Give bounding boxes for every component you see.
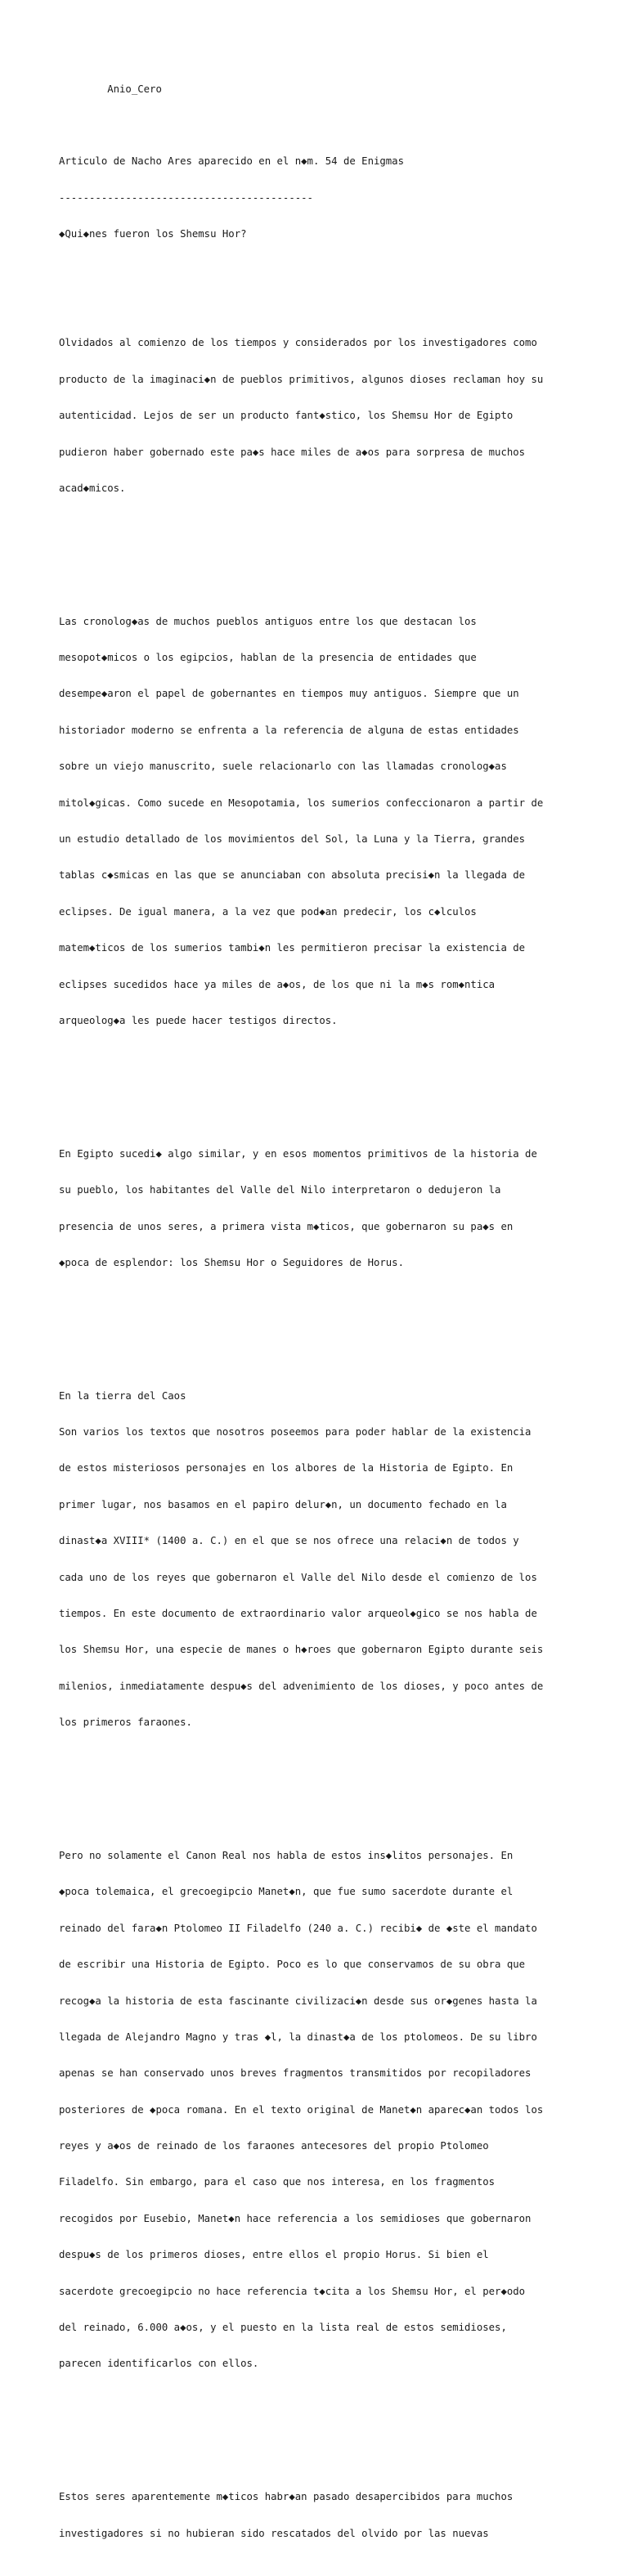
blank-line [59, 119, 566, 132]
text-line: mitol◆gicas. Como sucede en Mesopotamia, los sumerios confeccionaron a partir de [59, 797, 544, 809]
text-line: producto de la imaginaci◆n de pueblos primitivos, algunos dioses reclaman hoy su [59, 373, 544, 385]
text-line: mesopot◆micos o los egipcios, hablan de la presencia de entidades que [59, 652, 477, 664]
paragraph-4 [59, 1366, 566, 1753]
text-line: acad◆micos. [59, 482, 126, 494]
separator-rule: ------------------------------------------ [59, 191, 313, 204]
text-line: apenas se han conservado unos breves fragmentos transmitidos por recopiladores [59, 2067, 532, 2080]
text-line: En Egipto sucedi◆ algo similar, y en esos momentos primitivos de la historia de [59, 1147, 537, 1160]
text-line: reyes y a◆os de reinado de los faraones antecesores del propio Ptolomeo [59, 2140, 489, 2152]
text-line: despu◆s de los primeros dioses, entre ellos el propio Horus. Si bien el [59, 2249, 489, 2261]
blank-line [59, 1075, 566, 1088]
text-line: ◆poca de esplendor: los Shemsu Hor o Seguidores de Horus. [59, 1256, 404, 1268]
text-line: los Shemsu Hor, una especie de manes o h◆roes que gobernaron Egipto durante seis [59, 1644, 544, 1656]
text-line: Filadelfo. Sin embargo, para el caso que nos interesa, en los fragmentos [59, 2176, 496, 2188]
text-line: Pero no solamente el Canon Real nos habla de estos ins◆litos personajes. En [59, 1849, 514, 1861]
text-line: recog◆a la historia de esta fascinante civilizaci◆n desde sus or◆genes hasta la [59, 1995, 537, 2007]
text-line: su pueblo, los habitantes del Valle del Nilo interpretaron o dedujeron la [59, 1184, 501, 1196]
document-page [59, 59, 566, 2576]
text-line: del reinado, 6.000 a◆os, y el puesto en la lista real de estos semidioses, [59, 2322, 507, 2334]
text-line: llegada de Alejandro Magno y tras ◆l, la dinast◆a de los ptolomeos. De su libro [59, 2031, 537, 2043]
text-line: tablas c◆smicas en las que se anunciaban con absoluta precisi◆n la llegada de [59, 869, 526, 882]
blank-line [59, 543, 566, 555]
text-line: arqueolog◆a les puede hacer testigos directos. [59, 1014, 338, 1026]
text-line: presencia de unos seres, a primera vista m◆ticos, que gobernaron su pa◆s en [59, 1220, 514, 1232]
text-line: Estos seres aparentemente m◆ticos habr◆an pasado desapercibidos para muchos [59, 2491, 514, 2503]
text-line: primer lugar, nos basamos en el papiro delur◆n, un documento fechado en la [59, 1498, 507, 1510]
text-line: los primeros faraones. [59, 1717, 192, 1729]
paragraph-6 [59, 2467, 566, 2564]
text-line: reinado del fara◆n Ptolomeo II Filadelfo (240 a. C.) recibi◆ de ◆ste el mandato [59, 1922, 537, 1934]
text-line: de escribir una Historia de Egipto. Poco es lo que conservamos de su obra que [59, 1959, 526, 1971]
section-question: ◆Qui◆nes fueron los Shemsu Hor? [59, 228, 247, 240]
text-line: sobre un viejo manuscrito, suele relacionarlo con las llamadas cronolog◆as [59, 761, 507, 773]
text-line: pudieron haber gobernado este pa◆s hace miles de a◆os para sorpresa de muchos [59, 446, 526, 458]
paragraph-2 [59, 591, 566, 1051]
text-line: de estos misteriosos personajes en los albores de la Historia de Egipto. En [59, 1462, 514, 1474]
text-line: recogidos por Eusebio, Manet◆n hace referencia a los semidioses que gobernaron [59, 2212, 532, 2224]
text-line: matem◆ticos de los sumerios tambi◆n les permitieron precisar la existencia de [59, 942, 526, 954]
text-line: sacerdote grecoegipcio no hace referencia t◆cita a los Shemsu Hor, el per◆odo [59, 2285, 526, 2297]
text-line: historiador moderno se enfrenta a la referencia de alguna de estas entidades [59, 724, 519, 736]
text-line: ◆poca tolemaica, el grecoegipcio Manet◆n, que fue sumo sacerdote durante el [59, 1886, 514, 1898]
text-line: desempe◆aron el papel de gobernantes en tiempos muy antiguos. Siempre que un [59, 688, 519, 700]
text-line: investigadores si no hubieran sido rescatados del olvido por las nuevas [59, 2527, 489, 2539]
text-line: Son varios los textos que nosotros poseemos para poder hablar de la existencia [59, 1426, 532, 1438]
text-line: milenios, inmediatamente despu◆s del advenimiento de los dioses, y poco antes de [59, 1680, 544, 1692]
document-title: Anio_Cero [59, 83, 162, 95]
text-line: dinast◆a XVIII* (1400 a. C.) en el que se nos ofrece una relaci◆n de todos y [59, 1535, 519, 1547]
article-byline: Articulo de Nacho Ares aparecido en el n◆m. 54 de Enigmas [59, 155, 404, 168]
blank-line [59, 2418, 566, 2430]
paragraph-1 [59, 313, 566, 519]
text-line: posteriores de ◆poca romana. En el texto original de Manet◆n aparec◆an todos los [59, 2103, 544, 2116]
text-line: eclipses sucedidos hace ya miles de a◆os, de los que ni la m◆s rom◆ntica [59, 978, 496, 990]
blank-line [59, 1777, 566, 1789]
section-heading: En la tierra del Caos [59, 1389, 186, 1402]
paragraph-3 [59, 1124, 566, 1293]
text-line: parecen identificarlos con ellos. [59, 2358, 259, 2370]
text-line: un estudio detallado de los movimientos del Sol, la Luna y la Tierra, grandes [59, 833, 526, 845]
text-line: tiempos. En este documento de extraordinario valor arqueol◆gico se nos habla de [59, 1608, 537, 1619]
text-line: eclipses. De igual manera, a la vez que pod◆an predecir, los c◆lculos [59, 905, 477, 918]
text-line: Las cronolog◆as de muchos pueblos antiguos entre los que destacan los [59, 615, 477, 627]
text-line: Olvidados al comienzo de los tiempos y considerados por los investigadores como [59, 337, 537, 349]
text-line: cada uno de los reyes que gobernaron el Valle del Nilo desde el comienzo de los [59, 1571, 537, 1583]
text-line: autenticidad. Lejos de ser un producto fant◆stico, los Shemsu Hor de Egipto [59, 410, 514, 422]
blank-line [59, 265, 566, 277]
paragraph-5 [59, 1825, 566, 2394]
blank-line [59, 1317, 566, 1330]
